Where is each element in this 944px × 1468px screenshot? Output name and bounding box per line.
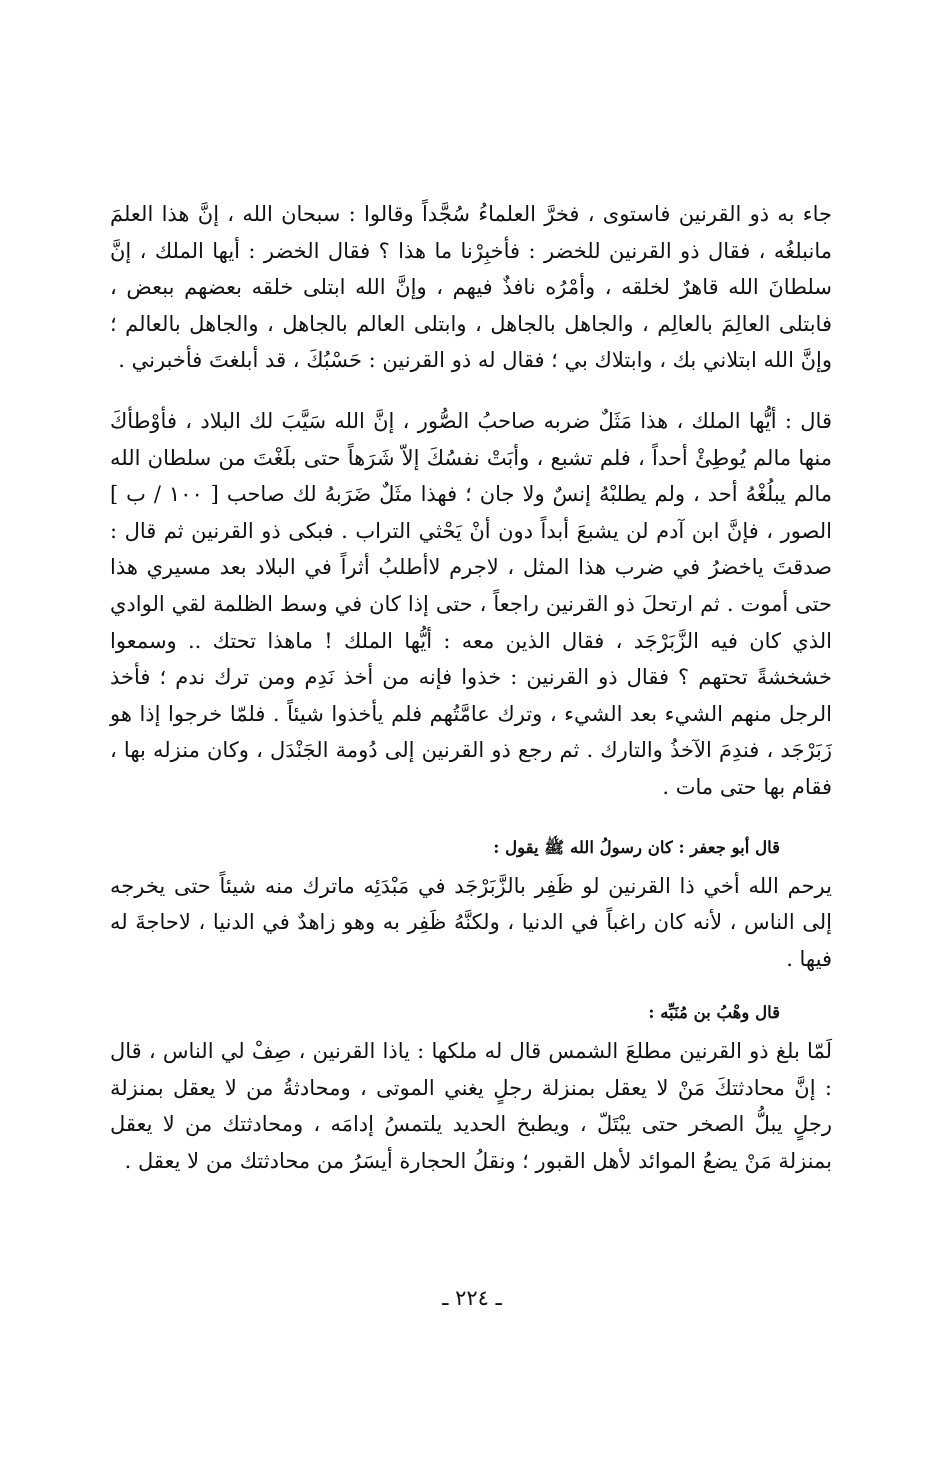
paragraph-parable-of-trumpet: قال : أيُّها الملك ، هذا مَثَلٌ ضربه صاحبُ الصُّور ، إنَّ الله سَيَّبَ لك البلاد ، فأوْطأكَ منها مالم يُوطِئْ أحداً ، فلم تشبع ، وأبَتْ نفسُكَ إلاّ شَرَهاً حتى بلَغْتَ من سلطان الله مالم يبلُغْهُ أحد ، ولم يطلبْهُ إنسٌ ولا جان ؛ فهذا مثَلٌ ضَرَبهُ لك صاحب [ ١٠٠ / ب ] الصور ، فإنَّ ابن آدم لن يشبعَ أبداً دون أنْ يَحْثي التراب . فبكى ذو القرنين ثم قال : صدقتَ ياخضرُ في ضرب هذا المثل ، لاجرم لاأطلبُ أثراً في البلاد بعد مسيري هذا حتى أموت . ثم ارتحلَ ذو القرنين راجعاً ، حتى إذا كان في وسط الظلمة لقي الوادي الذي كان فيه الزَّبَرْجَد ، فقال الذين معه : أيُّها الملك ! ماهذا تحتك .. وسمعوا خشخشةً تحتهم ؟ فقال ذو القرنين : خذوا فإنه من أخذ نَدِم ومن ترك ندم ؛ فأخذ الرجل منهم الشيء بعد الشيء ، وترك عامَّتُهم فلم يأخذوا شيئاً . فلمّا خرجوا إذا هو زَبَرْجَد ، فندِمَ الآخذُ والتارك . ثم رجع ذو القرنين إلى دُومة الجَنْدَل ، وكان منزله بها ، فقام بها حتى مات . — [110, 408, 833, 799]
paragraph-hadith: يرحم الله أخي ذا القرنين لو ظَفِر بالزَّبَرْجَد في مَبْدَئِه ماترك منه شيئاً حتى يخرجه إلى الناس ، لأنه كان راغباً في الدنيا ، ولكنَّهُ ظَفِر به وهو زاهدٌ في الدنيا ، لاحاجةَ له فيها . — [110, 873, 832, 971]
book-page — [110, 196, 832, 1408]
paragraph-sunrise-king: لَمّا بلغ ذو القرنين مطلعَ الشمس قال له ملكها : ياذا القرنين ، صِفْ لي الناس ، قال : إنَّ محادثتكَ مَنْ لا يعقل بمنزلة رجلٍ يغني الموتى ، ومحادثةُ من لا يعقل بمنزلة رجلٍ يبلُّ الصخر حتى يبْتَلّ ، ويطبخ الحديد يلتمسُ إدامَه ، ومحادثتك من لا يعقل بمنزلة مَنْ يضعُ الموائد لأهل القبور ؛ ونقلُ الحجارة أيسَرُ من محادثتك من لا يعقل . — [110, 1039, 832, 1174]
page-number: ـ ٢٢٤ ـ — [442, 1286, 502, 1310]
section-heading-abu-jafar: قال أبو جعفر : كان رسولُ الله ﷺ يقول : — [493, 837, 780, 857]
section-heading-wahb: قال وهْبُ بن مُنَبِّه : — [648, 1003, 780, 1023]
paragraph-dhul-qarnayn-khidr: جاء به ذو القرنين فاستوى ، فخرَّ العلماءُ سُجَّداً وقالوا : سبحان الله ، إنَّ هذا العلمَ مانبلغُه ، فقال ذو القرنين للخضر : فأخبِرْنا ما هذا ؟ فقال الخضر : أيها الملك ، إنَّ سلطانَ الله قاهرٌ لخلقه ، وأمْرُه نافذٌ فيهم ، وإنَّ الله ابتلى خلقه بعضهم ببعض ، فابتلى العالِمَ بالعالِم ، والجاهل بالجاهل ، وابتلى العالم بالجاهل ، والجاهل بالعالم ؛ وإنَّ الله ابتلاني بك ، وابتلاك بي ؛ فقال له ذو القرنين : حَسْبُكَ ، قد أبلغتَ فأخبرني . — [110, 202, 832, 373]
